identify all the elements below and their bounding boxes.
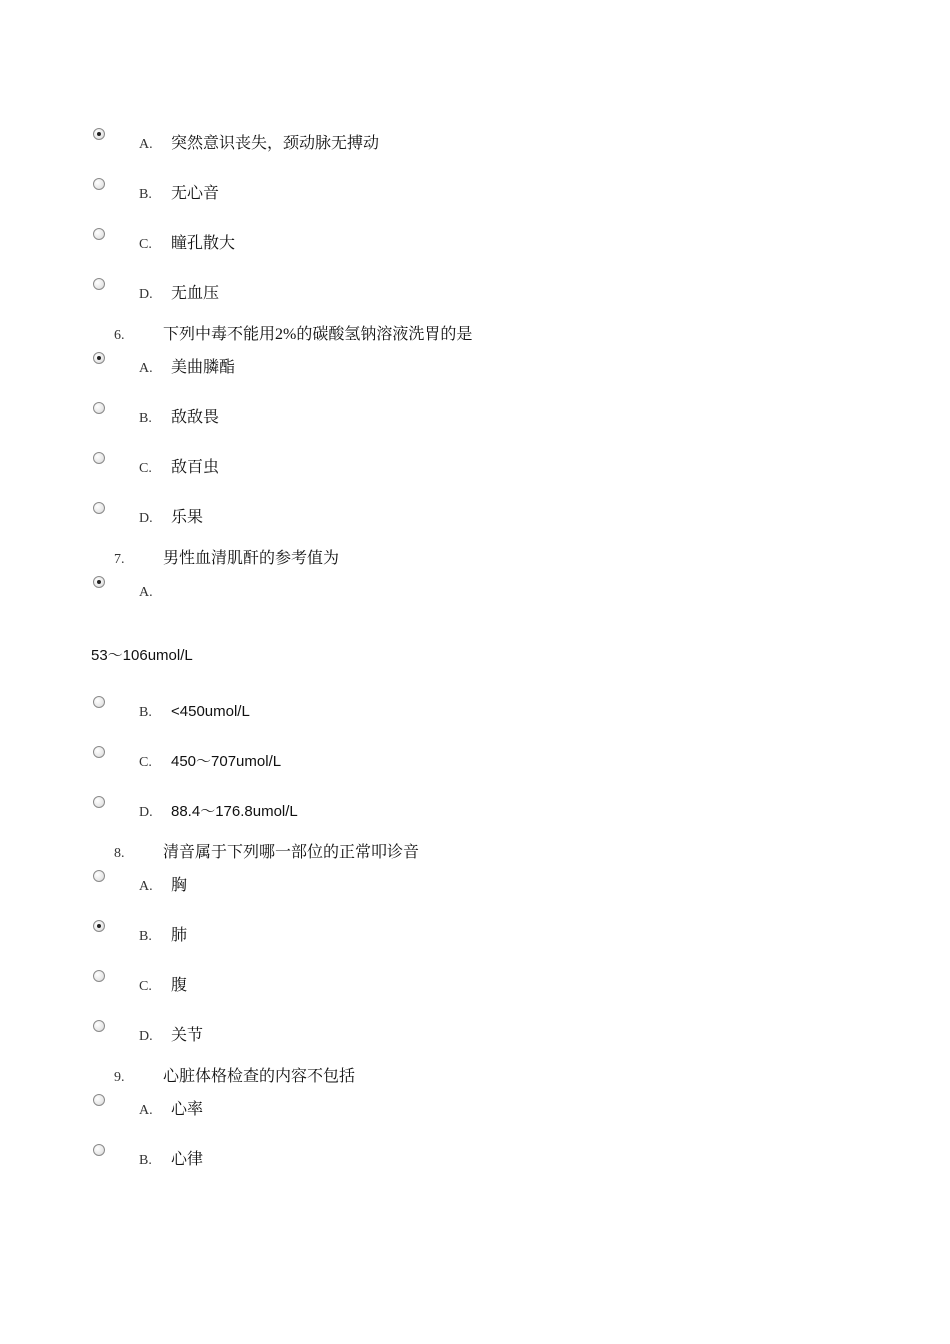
question-text: 心脏体格检查的内容不包括 xyxy=(163,1068,356,1085)
option-letter: B. xyxy=(139,1153,152,1168)
radio-q7-c[interactable] xyxy=(93,746,105,758)
option-text: 乐果 xyxy=(171,509,204,526)
radio-q7-b[interactable] xyxy=(93,696,105,708)
option-letter: C. xyxy=(139,461,152,476)
option-letter: D. xyxy=(139,1029,153,1044)
radio-q8-d[interactable] xyxy=(93,1020,105,1032)
option-text: 敌百虫 xyxy=(171,459,220,476)
question-number: 6. xyxy=(114,328,125,343)
radio-q6-b[interactable] xyxy=(93,402,105,414)
option-text: 肺 xyxy=(171,927,188,944)
option-letter: B. xyxy=(139,705,152,720)
option-text: 心率 xyxy=(171,1101,204,1118)
radio-q6-a[interactable] xyxy=(93,352,105,364)
question-text: 清音属于下列哪一部位的正常叩诊音 xyxy=(163,844,420,861)
radio-q5-d[interactable] xyxy=(93,278,105,290)
option-a-value: 53～106umol/L xyxy=(91,647,193,664)
radio-q6-d[interactable] xyxy=(93,502,105,514)
radio-q7-a[interactable] xyxy=(93,576,105,588)
option-letter: D. xyxy=(139,511,153,526)
question-text: 男性血清肌酐的参考值为 xyxy=(163,550,340,567)
option-text: <450umol/L xyxy=(171,703,250,720)
option-text: 敌敌畏 xyxy=(171,409,220,426)
option-letter: B. xyxy=(139,411,152,426)
radio-q9-a[interactable] xyxy=(93,1094,105,1106)
radio-q7-d[interactable] xyxy=(93,796,105,808)
radio-q5-b[interactable] xyxy=(93,178,105,190)
radio-q5-c[interactable] xyxy=(93,228,105,240)
radio-q8-a[interactable] xyxy=(93,870,105,882)
radio-q8-b[interactable] xyxy=(93,920,105,932)
option-text: 心律 xyxy=(171,1151,204,1168)
radio-q8-c[interactable] xyxy=(93,970,105,982)
option-letter: A. xyxy=(139,879,153,894)
option-letter: A. xyxy=(139,585,153,600)
option-text: 关节 xyxy=(171,1027,204,1044)
radio-q5-a[interactable] xyxy=(93,128,105,140)
radio-q6-c[interactable] xyxy=(93,452,105,464)
option-letter: A. xyxy=(139,361,153,376)
option-text: 突然意识丧失，颈动脉无搏动 xyxy=(171,135,380,152)
option-text: 450～707umol/L xyxy=(171,753,282,770)
option-text: 胸 xyxy=(171,877,188,894)
option-letter: C. xyxy=(139,237,152,252)
option-letter: B. xyxy=(139,187,152,202)
option-letter: D. xyxy=(139,805,153,820)
option-text: 无血压 xyxy=(171,285,220,302)
question-number: 8. xyxy=(114,846,125,861)
option-text: 瞳孔散大 xyxy=(171,235,236,252)
question-number: 9. xyxy=(114,1070,125,1085)
option-letter: D. xyxy=(139,287,153,302)
option-letter: A. xyxy=(139,1103,153,1118)
radio-q9-b[interactable] xyxy=(93,1144,105,1156)
question-text: 下列中毒不能用2%的碳酸氢钠溶液洗胃的是 xyxy=(163,326,473,343)
option-text: 美曲膦酯 xyxy=(171,359,236,376)
option-letter: B. xyxy=(139,929,152,944)
option-letter: C. xyxy=(139,979,152,994)
option-text: 88.4～176.8umol/L xyxy=(171,803,298,820)
option-text: 无心音 xyxy=(171,185,220,202)
option-letter: A. xyxy=(139,137,153,152)
question-number: 7. xyxy=(114,552,125,567)
option-letter: C. xyxy=(139,755,152,770)
option-text: 腹 xyxy=(171,977,188,994)
